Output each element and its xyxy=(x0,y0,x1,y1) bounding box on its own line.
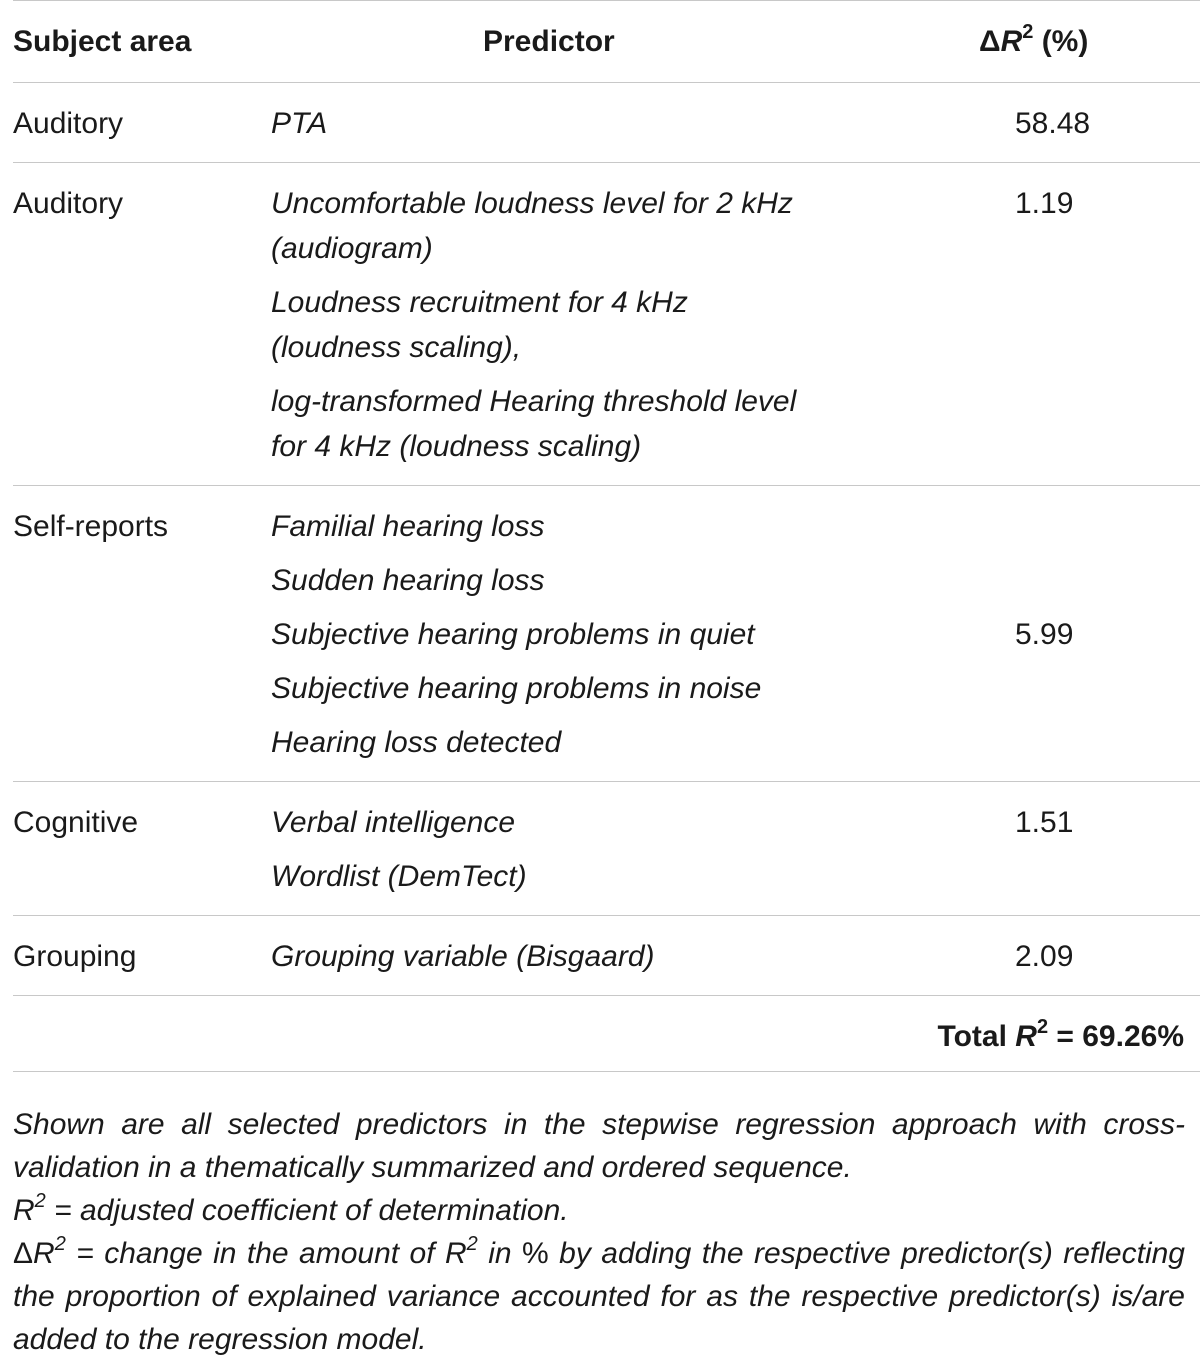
header-sup: 2 xyxy=(1022,20,1034,43)
table-row xyxy=(13,486,1200,782)
predictor-line: (loudness scaling), xyxy=(271,331,522,364)
predictor-cell xyxy=(271,782,911,916)
footnote-sup: 2 xyxy=(54,1233,66,1255)
footnote-sup: 2 xyxy=(466,1233,478,1255)
predictor-item: Verbal intelligence xyxy=(271,806,516,839)
predictor-item: Wordlist (DemTect) xyxy=(271,860,527,893)
predictor-item: Grouping variable (Bisgaard) xyxy=(271,940,655,973)
header-delta-r2 xyxy=(911,1,1200,83)
predictor-item: Subjective hearing problems in noise xyxy=(271,672,762,705)
header-subject-area: Subject area xyxy=(13,24,192,58)
header-r: R xyxy=(1000,24,1023,58)
table-row xyxy=(13,916,1200,996)
footnote-delta-definition: by adding the respective predictor(s) reflecting the proportion of explained variance accounted for as the respective predictor(s) is/are added to the regression model. xyxy=(13,1237,1185,1356)
total-prefix: Total xyxy=(937,1020,1016,1053)
table-header xyxy=(13,1,1200,83)
table-footnote xyxy=(13,1103,1185,1361)
predictor-item: Familial hearing loss xyxy=(271,510,545,543)
delta-value-cell: 58.48 xyxy=(1015,107,1091,140)
subject-area-cell: Self-reports xyxy=(13,510,169,543)
subject-area-cell: Auditory xyxy=(13,107,124,140)
predictor-item xyxy=(271,181,911,271)
delta-value-cell: 1.51 xyxy=(1015,806,1074,839)
header-predictor: Predictor xyxy=(483,24,615,58)
predictor-item: Subjective hearing problems in quiet xyxy=(271,618,755,651)
subject-area-cell: Grouping xyxy=(13,940,137,973)
table-row xyxy=(13,782,1200,916)
footnote-r: R xyxy=(33,1237,55,1270)
predictor-item: PTA xyxy=(271,107,328,140)
predictor-item xyxy=(271,379,911,469)
table-row xyxy=(13,163,1200,486)
subject-area-cell: Cognitive xyxy=(13,806,139,839)
total-row xyxy=(13,996,1200,1072)
footnote-text: in xyxy=(477,1237,523,1270)
delta-value-cell: 5.99 xyxy=(1015,618,1074,651)
predictor-line: Loudness recruitment for 4 kHz xyxy=(271,286,688,319)
predictor-item xyxy=(271,280,911,370)
predictor-item: Hearing loss detected xyxy=(271,726,562,759)
predictor-line: for 4 kHz (loudness scaling) xyxy=(271,430,642,463)
predictor-cell xyxy=(271,83,911,163)
header-delta-symbol: Δ xyxy=(979,24,1001,58)
footnote-line-3 xyxy=(13,1232,1185,1361)
predictor-line: Uncomfortable loudness level for 2 kHz xyxy=(271,187,793,220)
total-r: R xyxy=(1015,1020,1037,1053)
predictor-cell xyxy=(271,486,911,782)
footnote-delta-symbol: Δ xyxy=(13,1237,34,1270)
header-unit: (%) xyxy=(1033,24,1089,58)
footnote-sup: 2 xyxy=(34,1190,46,1212)
total-sup: 2 xyxy=(1036,1016,1049,1038)
delta-value-cell: 1.19 xyxy=(1015,187,1074,220)
total-value: = 69.26% xyxy=(1048,1020,1184,1053)
subject-area-cell: Auditory xyxy=(13,187,124,220)
table-row xyxy=(13,83,1200,163)
footnote-text: = change in the amount of xyxy=(65,1237,445,1270)
predictor-line: log-transformed Hearing threshold level xyxy=(271,385,797,418)
predictor-line: (audiogram) xyxy=(271,232,433,265)
footnote-r: R xyxy=(445,1237,467,1270)
footnote-percent: % xyxy=(522,1237,549,1270)
predictor-cell xyxy=(271,163,911,486)
footnote-line-1: Shown are all selected predictors in the stepwise regression approach with cross-validation in a thematically summarized and ordered sequence. xyxy=(13,1108,1185,1184)
footnote-r: R xyxy=(13,1194,35,1227)
footnote-line-2 xyxy=(13,1189,1185,1232)
predictors-table xyxy=(13,0,1200,1072)
total-r2-cell xyxy=(13,996,1200,1072)
predictor-item: Sudden hearing loss xyxy=(271,564,545,597)
delta-value-cell: 2.09 xyxy=(1015,940,1074,973)
predictor-cell xyxy=(271,916,911,996)
footnote-r2-definition: = adjusted coefficient of determination. xyxy=(45,1194,569,1227)
